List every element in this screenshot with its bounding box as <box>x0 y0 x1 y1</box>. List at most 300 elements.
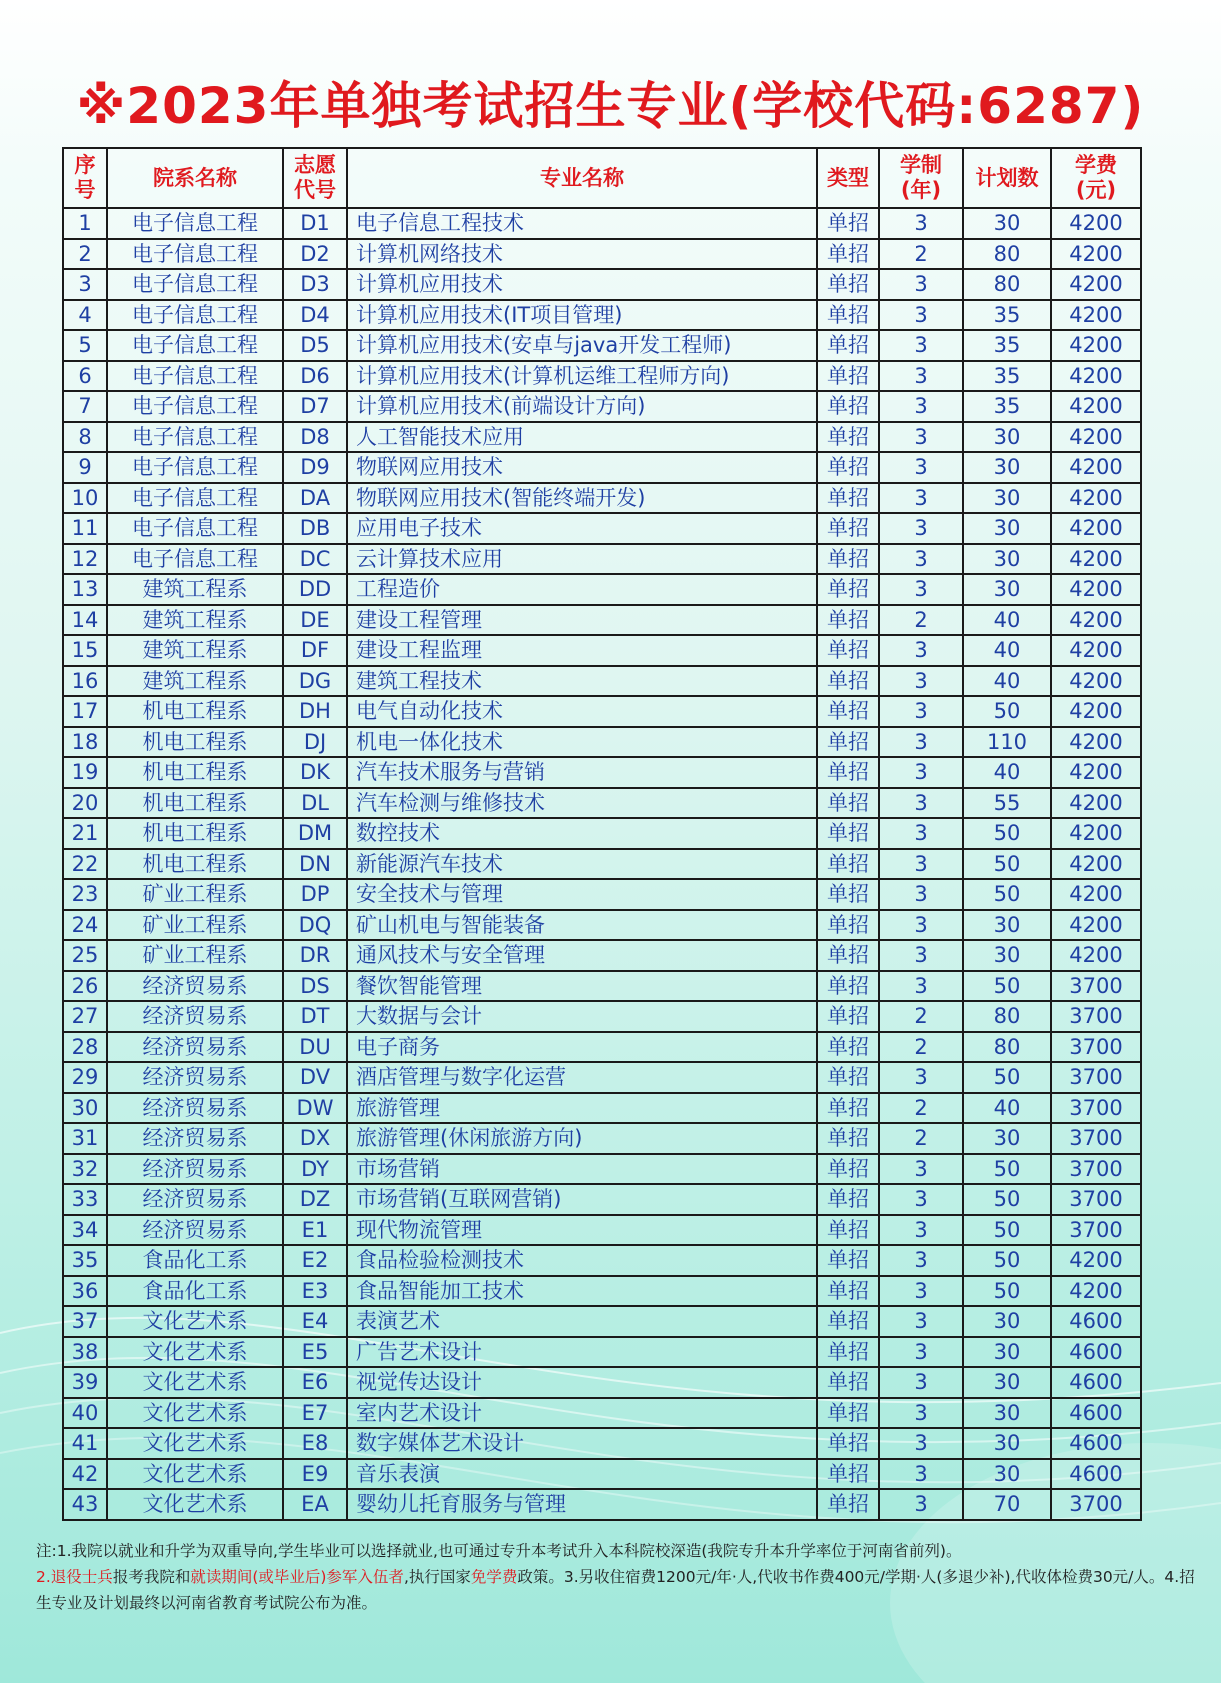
cell-major: 现代物流管理 <box>347 1215 817 1246</box>
cell-years: 3 <box>879 483 963 514</box>
cell-type: 单招 <box>817 1215 879 1246</box>
header-fee: 学费 (元) <box>1051 148 1141 208</box>
cell-plan: 40 <box>963 605 1051 636</box>
cell-type: 单招 <box>817 300 879 331</box>
cell-dept: 经济贸易系 <box>107 1093 283 1124</box>
cell-fee: 4200 <box>1051 757 1141 788</box>
cell-major: 音乐表演 <box>347 1459 817 1490</box>
cell-no: 36 <box>63 1276 107 1307</box>
cell-fee: 3700 <box>1051 1001 1141 1032</box>
cell-plan: 80 <box>963 1032 1051 1063</box>
cell-years: 3 <box>879 1154 963 1185</box>
cell-code: DA <box>283 483 347 514</box>
cell-no: 35 <box>63 1245 107 1276</box>
cell-fee: 4600 <box>1051 1428 1141 1459</box>
cell-no: 14 <box>63 605 107 636</box>
cell-dept: 电子信息工程 <box>107 239 283 270</box>
note-highlight-free-tuition: 免学费 <box>470 1568 518 1586</box>
cell-plan: 50 <box>963 971 1051 1002</box>
cell-years: 2 <box>879 1123 963 1154</box>
cell-no: 2 <box>63 239 107 270</box>
cell-fee: 3700 <box>1051 971 1141 1002</box>
cell-dept: 矿业工程系 <box>107 879 283 910</box>
cell-major: 餐饮智能管理 <box>347 971 817 1002</box>
cell-no: 41 <box>63 1428 107 1459</box>
table-row <box>63 1001 1141 1032</box>
cell-dept: 电子信息工程 <box>107 361 283 392</box>
header-years: 学制 (年) <box>879 148 963 208</box>
cell-no: 5 <box>63 330 107 361</box>
cell-fee: 4600 <box>1051 1337 1141 1368</box>
table-row <box>63 208 1141 239</box>
cell-fee: 4200 <box>1051 361 1141 392</box>
cell-no: 42 <box>63 1459 107 1490</box>
cell-years: 3 <box>879 1062 963 1093</box>
cell-type: 单招 <box>817 666 879 697</box>
cell-type: 单招 <box>817 757 879 788</box>
cell-code: DR <box>283 940 347 971</box>
cell-type: 单招 <box>817 513 879 544</box>
cell-fee: 4200 <box>1051 696 1141 727</box>
table-row <box>63 513 1141 544</box>
cell-dept: 文化艺术系 <box>107 1459 283 1490</box>
cell-type: 单招 <box>817 452 879 483</box>
cell-code: D9 <box>283 452 347 483</box>
cell-dept: 电子信息工程 <box>107 269 283 300</box>
cell-fee: 4200 <box>1051 849 1141 880</box>
cell-major: 汽车检测与维修技术 <box>347 788 817 819</box>
cell-major: 新能源汽车技术 <box>347 849 817 880</box>
cell-no: 12 <box>63 544 107 575</box>
cell-years: 3 <box>879 1398 963 1429</box>
cell-fee: 4200 <box>1051 666 1141 697</box>
cell-fee: 4200 <box>1051 940 1141 971</box>
table-row <box>63 788 1141 819</box>
cell-plan: 50 <box>963 1062 1051 1093</box>
cell-years: 3 <box>879 1428 963 1459</box>
cell-major: 婴幼儿托育服务与管理 <box>347 1489 817 1520</box>
cell-type: 单招 <box>817 1001 879 1032</box>
cell-no: 30 <box>63 1093 107 1124</box>
cell-no: 15 <box>63 635 107 666</box>
cell-type: 单招 <box>817 910 879 941</box>
cell-major: 市场营销(互联网营销) <box>347 1184 817 1215</box>
cell-plan: 55 <box>963 788 1051 819</box>
cell-no: 39 <box>63 1367 107 1398</box>
cell-plan: 30 <box>963 940 1051 971</box>
cell-major: 机电一体化技术 <box>347 727 817 758</box>
cell-years: 3 <box>879 452 963 483</box>
cell-type: 单招 <box>817 422 879 453</box>
cell-dept: 电子信息工程 <box>107 330 283 361</box>
cell-no: 27 <box>63 1001 107 1032</box>
cell-dept: 经济贸易系 <box>107 1215 283 1246</box>
cell-years: 3 <box>879 300 963 331</box>
cell-fee: 3700 <box>1051 1093 1141 1124</box>
cell-years: 3 <box>879 879 963 910</box>
cell-code: E5 <box>283 1337 347 1368</box>
cell-fee: 4200 <box>1051 727 1141 758</box>
cell-no: 28 <box>63 1032 107 1063</box>
cell-type: 单招 <box>817 1123 879 1154</box>
cell-dept: 经济贸易系 <box>107 1032 283 1063</box>
cell-dept: 电子信息工程 <box>107 513 283 544</box>
cell-major: 矿山机电与智能装备 <box>347 910 817 941</box>
cell-code: DG <box>283 666 347 697</box>
cell-code: E7 <box>283 1398 347 1429</box>
cell-dept: 矿业工程系 <box>107 940 283 971</box>
cell-plan: 110 <box>963 727 1051 758</box>
cell-fee: 4200 <box>1051 269 1141 300</box>
table-row <box>63 971 1141 1002</box>
cell-type: 单招 <box>817 727 879 758</box>
cell-years: 2 <box>879 1032 963 1063</box>
cell-type: 单招 <box>817 1184 879 1215</box>
cell-type: 单招 <box>817 1428 879 1459</box>
cell-code: D7 <box>283 391 347 422</box>
table-row <box>63 1093 1141 1124</box>
cell-code: E6 <box>283 1367 347 1398</box>
cell-fee: 4200 <box>1051 788 1141 819</box>
cell-years: 3 <box>879 696 963 727</box>
cell-code: DE <box>283 605 347 636</box>
cell-years: 3 <box>879 361 963 392</box>
cell-no: 1 <box>63 208 107 239</box>
header-plan: 计划数 <box>963 148 1051 208</box>
cell-code: D4 <box>283 300 347 331</box>
cell-no: 16 <box>63 666 107 697</box>
cell-plan: 35 <box>963 391 1051 422</box>
cell-major: 旅游管理 <box>347 1093 817 1124</box>
cell-no: 3 <box>63 269 107 300</box>
cell-fee: 3700 <box>1051 1184 1141 1215</box>
cell-years: 3 <box>879 1276 963 1307</box>
cell-fee: 4200 <box>1051 208 1141 239</box>
cell-major: 表演艺术 <box>347 1306 817 1337</box>
table-row <box>63 1489 1141 1520</box>
cell-dept: 电子信息工程 <box>107 300 283 331</box>
cell-no: 31 <box>63 1123 107 1154</box>
cell-dept: 文化艺术系 <box>107 1337 283 1368</box>
cell-type: 单招 <box>817 574 879 605</box>
cell-fee: 4200 <box>1051 1245 1141 1276</box>
cell-plan: 30 <box>963 1123 1051 1154</box>
cell-no: 23 <box>63 879 107 910</box>
cell-no: 7 <box>63 391 107 422</box>
cell-code: DK <box>283 757 347 788</box>
cell-dept: 电子信息工程 <box>107 544 283 575</box>
cell-type: 单招 <box>817 879 879 910</box>
table-row <box>63 1032 1141 1063</box>
cell-type: 单招 <box>817 483 879 514</box>
cell-code: DV <box>283 1062 347 1093</box>
cell-major: 通风技术与安全管理 <box>347 940 817 971</box>
cell-dept: 经济贸易系 <box>107 1184 283 1215</box>
cell-type: 单招 <box>817 1367 879 1398</box>
cell-type: 单招 <box>817 1062 879 1093</box>
cell-fee: 4600 <box>1051 1398 1141 1429</box>
table-row <box>63 635 1141 666</box>
cell-years: 3 <box>879 208 963 239</box>
cell-code: E2 <box>283 1245 347 1276</box>
cell-type: 单招 <box>817 330 879 361</box>
cell-major: 市场营销 <box>347 1154 817 1185</box>
cell-fee: 4200 <box>1051 910 1141 941</box>
cell-no: 29 <box>63 1062 107 1093</box>
cell-type: 单招 <box>817 1398 879 1429</box>
cell-years: 3 <box>879 1367 963 1398</box>
cell-years: 3 <box>879 269 963 300</box>
cell-dept: 经济贸易系 <box>107 971 283 1002</box>
cell-years: 3 <box>879 544 963 575</box>
cell-fee: 3700 <box>1051 1123 1141 1154</box>
header-no: 序 号 <box>63 148 107 208</box>
cell-no: 40 <box>63 1398 107 1429</box>
cell-major: 计算机网络技术 <box>347 239 817 270</box>
header-code: 志愿 代号 <box>283 148 347 208</box>
cell-no: 25 <box>63 940 107 971</box>
cell-years: 3 <box>879 1245 963 1276</box>
cell-plan: 30 <box>963 1398 1051 1429</box>
page-title: ※2023年单独考试招生专业(学校代码:6287) <box>76 77 1145 135</box>
cell-years: 3 <box>879 1459 963 1490</box>
cell-major: 数控技术 <box>347 818 817 849</box>
cell-no: 37 <box>63 1306 107 1337</box>
cell-major: 建设工程管理 <box>347 605 817 636</box>
table-row <box>63 1398 1141 1429</box>
cell-years: 3 <box>879 330 963 361</box>
header-type: 类型 <box>817 148 879 208</box>
cell-plan: 50 <box>963 696 1051 727</box>
cell-fee: 4200 <box>1051 239 1141 270</box>
cell-no: 20 <box>63 788 107 819</box>
cell-no: 19 <box>63 757 107 788</box>
header-dept: 院系名称 <box>107 148 283 208</box>
cell-type: 单招 <box>817 1276 879 1307</box>
cell-plan: 30 <box>963 1306 1051 1337</box>
cell-code: D6 <box>283 361 347 392</box>
cell-dept: 机电工程系 <box>107 788 283 819</box>
cell-type: 单招 <box>817 269 879 300</box>
cell-major: 安全技术与管理 <box>347 879 817 910</box>
notes <box>36 1538 1196 1616</box>
cell-plan: 35 <box>963 361 1051 392</box>
cell-years: 3 <box>879 422 963 453</box>
table-row <box>63 940 1141 971</box>
cell-code: D3 <box>283 269 347 300</box>
cell-type: 单招 <box>817 391 879 422</box>
table-row <box>63 1459 1141 1490</box>
table-row <box>63 1184 1141 1215</box>
cell-years: 3 <box>879 757 963 788</box>
cell-type: 单招 <box>817 818 879 849</box>
cell-dept: 食品化工系 <box>107 1245 283 1276</box>
table-row <box>63 1123 1141 1154</box>
cell-major: 计算机应用技术 <box>347 269 817 300</box>
cell-code: D8 <box>283 422 347 453</box>
cell-years: 3 <box>879 574 963 605</box>
cell-fee: 4200 <box>1051 300 1141 331</box>
cell-plan: 30 <box>963 544 1051 575</box>
cell-years: 3 <box>879 1184 963 1215</box>
cell-code: D1 <box>283 208 347 239</box>
cell-years: 2 <box>879 605 963 636</box>
cell-code: EA <box>283 1489 347 1520</box>
cell-fee: 4200 <box>1051 605 1141 636</box>
cell-no: 11 <box>63 513 107 544</box>
cell-major: 电气自动化技术 <box>347 696 817 727</box>
majors-table <box>62 147 1142 1521</box>
cell-major: 数字媒体艺术设计 <box>347 1428 817 1459</box>
cell-dept: 电子信息工程 <box>107 391 283 422</box>
cell-major: 云计算技术应用 <box>347 544 817 575</box>
cell-years: 3 <box>879 849 963 880</box>
cell-code: E8 <box>283 1428 347 1459</box>
cell-code: DZ <box>283 1184 347 1215</box>
table-row <box>63 361 1141 392</box>
note-highlight-veterans: 退役士兵 <box>50 1568 113 1586</box>
table-row <box>63 1276 1141 1307</box>
cell-dept: 机电工程系 <box>107 849 283 880</box>
cell-fee: 4200 <box>1051 483 1141 514</box>
cell-no: 4 <box>63 300 107 331</box>
cell-plan: 30 <box>963 910 1051 941</box>
cell-plan: 50 <box>963 818 1051 849</box>
cell-code: DU <box>283 1032 347 1063</box>
cell-code: E3 <box>283 1276 347 1307</box>
cell-dept: 建筑工程系 <box>107 574 283 605</box>
cell-plan: 40 <box>963 1093 1051 1124</box>
cell-dept: 经济贸易系 <box>107 1001 283 1032</box>
table-row <box>63 727 1141 758</box>
table-row <box>63 1306 1141 1337</box>
table-row <box>63 574 1141 605</box>
cell-years: 3 <box>879 513 963 544</box>
cell-plan: 70 <box>963 1489 1051 1520</box>
cell-dept: 机电工程系 <box>107 757 283 788</box>
cell-no: 8 <box>63 422 107 453</box>
cell-no: 32 <box>63 1154 107 1185</box>
cell-years: 3 <box>879 910 963 941</box>
cell-code: DT <box>283 1001 347 1032</box>
cell-dept: 经济贸易系 <box>107 1062 283 1093</box>
note-line-1: 注:1.我院以就业和升学为双重导向,学生毕业可以选择就业,也可通过专升本考试升入本科院校深造(我院专升本升学率位于河南省前列)。 <box>36 1542 962 1560</box>
cell-dept: 文化艺术系 <box>107 1489 283 1520</box>
cell-fee: 4200 <box>1051 1276 1141 1307</box>
cell-major: 计算机应用技术(IT项目管理) <box>347 300 817 331</box>
cell-type: 单招 <box>817 1245 879 1276</box>
cell-years: 2 <box>879 1001 963 1032</box>
cell-dept: 矿业工程系 <box>107 910 283 941</box>
cell-plan: 30 <box>963 1367 1051 1398</box>
cell-plan: 50 <box>963 1184 1051 1215</box>
cell-no: 18 <box>63 727 107 758</box>
cell-major: 酒店管理与数字化运营 <box>347 1062 817 1093</box>
cell-dept: 文化艺术系 <box>107 1428 283 1459</box>
cell-type: 单招 <box>817 239 879 270</box>
cell-plan: 35 <box>963 300 1051 331</box>
cell-plan: 30 <box>963 208 1051 239</box>
cell-major: 大数据与会计 <box>347 1001 817 1032</box>
cell-plan: 50 <box>963 879 1051 910</box>
cell-dept: 经济贸易系 <box>107 1123 283 1154</box>
table-row <box>63 1062 1141 1093</box>
cell-dept: 电子信息工程 <box>107 208 283 239</box>
cell-no: 34 <box>63 1215 107 1246</box>
cell-dept: 文化艺术系 <box>107 1306 283 1337</box>
cell-years: 3 <box>879 818 963 849</box>
table-row <box>63 879 1141 910</box>
cell-dept: 建筑工程系 <box>107 666 283 697</box>
cell-major: 食品智能加工技术 <box>347 1276 817 1307</box>
cell-code: DY <box>283 1154 347 1185</box>
cell-dept: 电子信息工程 <box>107 452 283 483</box>
cell-code: DJ <box>283 727 347 758</box>
table-row <box>63 849 1141 880</box>
cell-code: DX <box>283 1123 347 1154</box>
cell-no: 9 <box>63 452 107 483</box>
cell-major: 旅游管理(休闲旅游方向) <box>347 1123 817 1154</box>
cell-type: 单招 <box>817 1489 879 1520</box>
table-header-row <box>63 148 1141 208</box>
table-row <box>63 757 1141 788</box>
cell-years: 3 <box>879 1489 963 1520</box>
cell-dept: 文化艺术系 <box>107 1367 283 1398</box>
cell-major: 视觉传达设计 <box>347 1367 817 1398</box>
cell-fee: 3700 <box>1051 1489 1141 1520</box>
cell-plan: 50 <box>963 1245 1051 1276</box>
cell-code: DF <box>283 635 347 666</box>
cell-plan: 30 <box>963 574 1051 605</box>
cell-dept: 文化艺术系 <box>107 1398 283 1429</box>
table-row <box>63 483 1141 514</box>
header-major: 专业名称 <box>347 148 817 208</box>
cell-fee: 4200 <box>1051 635 1141 666</box>
cell-major: 物联网应用技术 <box>347 452 817 483</box>
cell-type: 单招 <box>817 208 879 239</box>
table-row <box>63 422 1141 453</box>
cell-major: 人工智能技术应用 <box>347 422 817 453</box>
table-row <box>63 910 1141 941</box>
cell-major: 室内艺术设计 <box>347 1398 817 1429</box>
cell-no: 26 <box>63 971 107 1002</box>
cell-plan: 40 <box>963 757 1051 788</box>
cell-type: 单招 <box>817 940 879 971</box>
cell-fee: 3700 <box>1051 1032 1141 1063</box>
cell-type: 单招 <box>817 635 879 666</box>
cell-fee: 4200 <box>1051 544 1141 575</box>
cell-code: E4 <box>283 1306 347 1337</box>
cell-code: DN <box>283 849 347 880</box>
cell-no: 17 <box>63 696 107 727</box>
cell-code: DM <box>283 818 347 849</box>
cell-major: 工程造价 <box>347 574 817 605</box>
cell-years: 3 <box>879 940 963 971</box>
cell-no: 6 <box>63 361 107 392</box>
cell-dept: 建筑工程系 <box>107 635 283 666</box>
cell-major: 应用电子技术 <box>347 513 817 544</box>
cell-plan: 50 <box>963 1215 1051 1246</box>
cell-dept: 机电工程系 <box>107 727 283 758</box>
cell-code: DC <box>283 544 347 575</box>
cell-code: E1 <box>283 1215 347 1246</box>
cell-major: 电子信息工程技术 <box>347 208 817 239</box>
cell-years: 2 <box>879 1093 963 1124</box>
table-row <box>63 452 1141 483</box>
cell-no: 24 <box>63 910 107 941</box>
cell-no: 33 <box>63 1184 107 1215</box>
cell-no: 43 <box>63 1489 107 1520</box>
